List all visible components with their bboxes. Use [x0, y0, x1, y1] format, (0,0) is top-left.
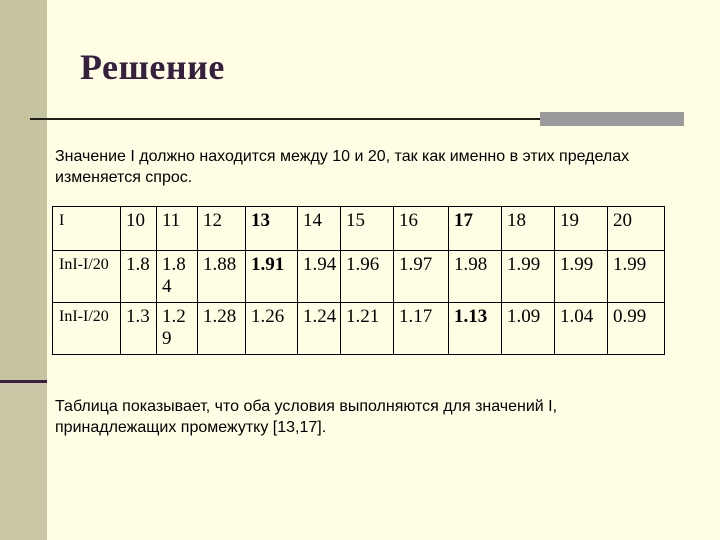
table-row	[53, 303, 665, 355]
table-cell: 1.09	[502, 303, 555, 355]
table-cell: 1.99	[608, 251, 665, 303]
table-cell: 1.04	[555, 303, 608, 355]
table-cell: 11	[157, 207, 198, 251]
values-table	[52, 206, 665, 355]
table-cell: 1.88	[198, 251, 246, 303]
table-cell: 1.28	[198, 303, 246, 355]
table-cell: 1.8	[121, 251, 157, 303]
table-cell: 1.26	[246, 303, 298, 355]
table-cell: 0.99	[608, 303, 665, 355]
decorative-side-bar-lower	[0, 380, 47, 540]
table-cell: 15	[341, 207, 394, 251]
table-cell: 13	[246, 207, 298, 251]
table-cell: 1.24	[298, 303, 341, 355]
table-cell: 14	[298, 207, 341, 251]
table-cell: 1.21	[341, 303, 394, 355]
table-cell: 1.94	[298, 251, 341, 303]
table-cell: 1.97	[394, 251, 449, 303]
table-row	[53, 251, 665, 303]
table-cell: 1.3	[121, 303, 157, 355]
table-cell: 17	[449, 207, 502, 251]
intro-paragraph: Значение I должно находится между 10 и 20, так как именно в этих пределах изменяется спрос.	[55, 148, 630, 186]
table-cell: 19	[555, 207, 608, 251]
table-cell: 1.98	[449, 251, 502, 303]
table-row	[53, 207, 665, 251]
table-cell: 1.99	[555, 251, 608, 303]
table-cell: 1.17	[394, 303, 449, 355]
table-cell: 1.91	[246, 251, 298, 303]
divider-accent-block	[540, 112, 684, 126]
table-cell: 1.29	[157, 303, 198, 355]
table-cell: 10	[121, 207, 157, 251]
slide-title: Решение	[80, 47, 225, 87]
table-cell: 12	[198, 207, 246, 251]
row-label: I	[53, 207, 121, 251]
row-label: InI-I/20	[53, 251, 121, 303]
table-cell: 20	[608, 207, 665, 251]
table-cell: 1.96	[341, 251, 394, 303]
table-cell: 1.99	[502, 251, 555, 303]
decorative-accent-line	[0, 380, 47, 383]
conclusion-paragraph: Таблица показывает, что оба условия выполняются для значений I, принадлежащих промежутку [13,17].	[55, 398, 558, 436]
table-cell: 1.13	[449, 303, 502, 355]
table-cell: 18	[502, 207, 555, 251]
table-cell: 16	[394, 207, 449, 251]
table-cell: 1.84	[157, 251, 198, 303]
row-label: InI-I/20	[53, 303, 121, 355]
